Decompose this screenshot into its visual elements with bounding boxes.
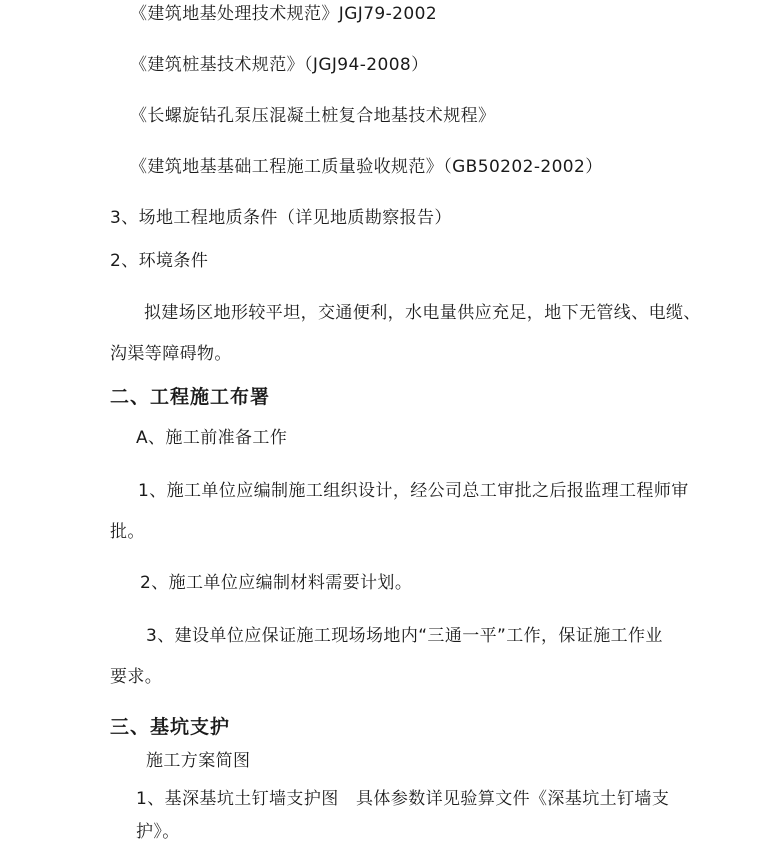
support-item-1-line-2: 护》。 bbox=[136, 822, 180, 842]
geology-item: 3、场地工程地质条件（详见地质勘察报告） bbox=[110, 208, 452, 228]
environment-item: 2、环境条件 bbox=[110, 251, 209, 271]
prep-item-1-line-2: 批。 bbox=[110, 522, 145, 542]
standard-reference-4: 《建筑地基基础工程施工质量验收规范》（GB50202-2002） bbox=[130, 157, 603, 177]
support-item-1-line-1: 1、基深基坑土钉墙支护图 具体参数详见验算文件《深基坑土钉墙支 bbox=[136, 789, 670, 809]
prep-item-2: 2、施工单位应编制材料需要计划。 bbox=[140, 573, 413, 593]
prep-item-3-line-1: 3、建设单位应保证施工现场场地内“三通一平”工作，保证施工作业 bbox=[146, 626, 663, 646]
scheme-title: 施工方案简图 bbox=[146, 751, 251, 771]
section-heading-deployment: 二、工程施工布署 bbox=[110, 386, 271, 408]
prep-item-1-line-1: 1、施工单位应编制施工组织设计，经公司总工审批之后报监理工程师审 bbox=[138, 481, 689, 501]
standard-reference-1: 《建筑地基处理技术规范》JGJ79-2002 bbox=[130, 4, 438, 24]
environment-text-line-1: 拟建场区地形较平坦，交通便利，水电量供应充足，地下无管线、电缆、 bbox=[144, 303, 701, 323]
standard-reference-2: 《建筑桩基技术规范》（JGJ94-2008） bbox=[130, 55, 429, 75]
section-heading-support: 三、基坑支护 bbox=[110, 716, 231, 738]
prep-item-3-line-2: 要求。 bbox=[110, 667, 163, 687]
environment-text-line-2: 沟渠等障碍物。 bbox=[110, 344, 232, 364]
prep-heading: A、施工前准备工作 bbox=[136, 428, 288, 448]
standard-reference-3: 《长螺旋钻孔泵压混凝土桩复合地基技术规程》 bbox=[130, 106, 496, 126]
